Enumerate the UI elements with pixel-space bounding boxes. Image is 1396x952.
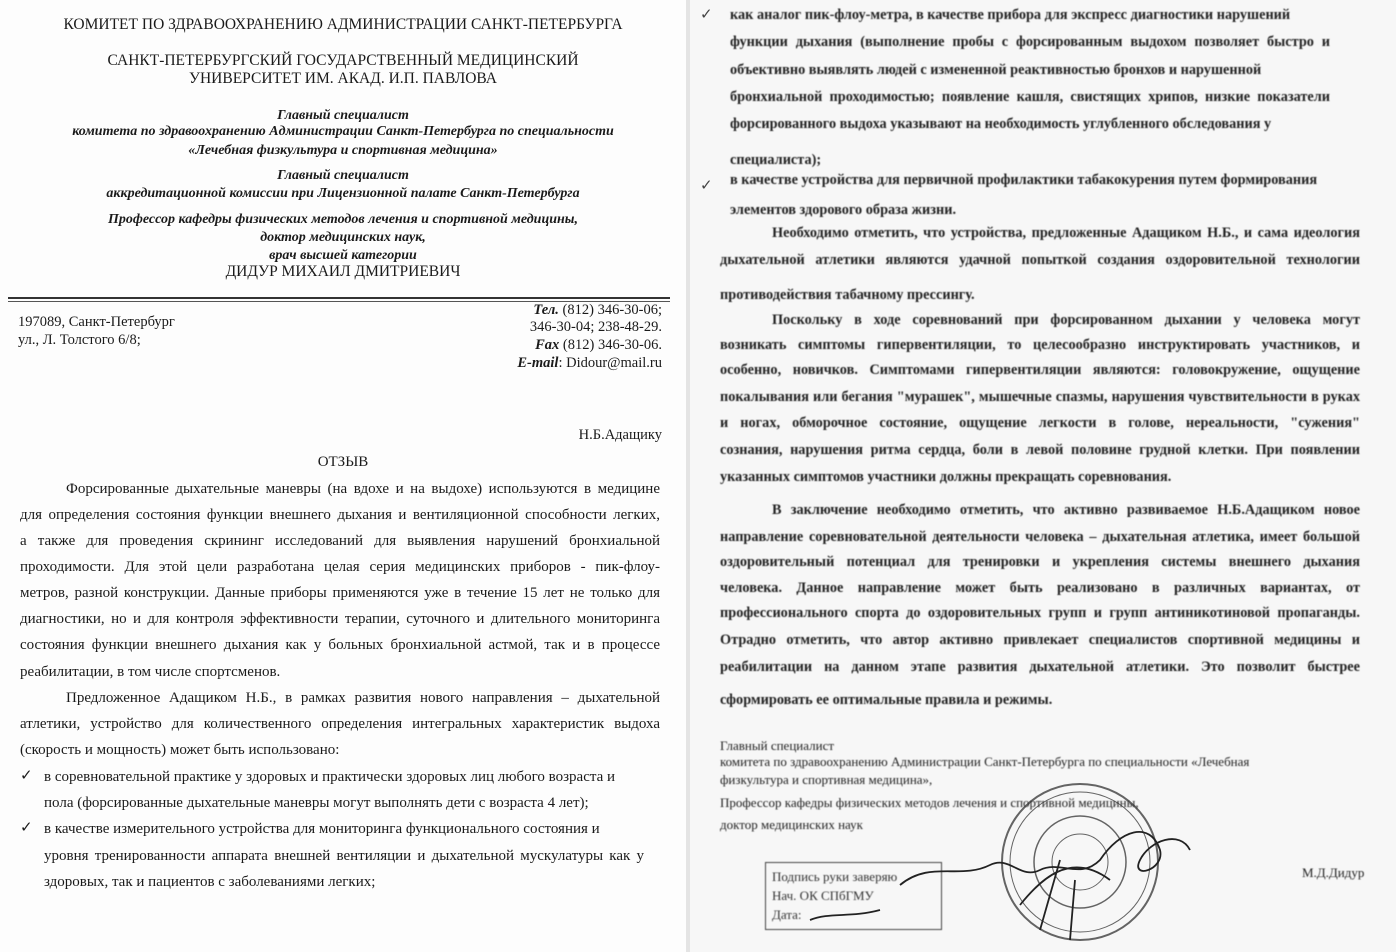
body-line: человека. Данное направление может быть реализовано в различных вариантах, от: [720, 580, 1360, 596]
phone-value: (812) 346-30-06;: [558, 302, 662, 318]
checkmark-icon: ✓: [20, 768, 33, 784]
body-line: в качестве устройства для первичной профилактики табакокурения путем формирования: [730, 172, 1318, 188]
fax: [535, 336, 662, 354]
body-line: Отрадно отметить, что автор активно привлекает специалистов спортивной медицины и: [720, 632, 1360, 648]
author-title: комитета по здравоохранению Администрации Санкт-Петербурга по специальности: [72, 124, 614, 139]
body-line: покалывания или бегания "мурашек", мышечные спазмы, нарушения чувствительности в руках: [720, 389, 1360, 405]
addressee: Н.Б.Адащику: [578, 427, 662, 443]
stamp-line: Подпись руки заверяю: [772, 869, 898, 884]
author-title: аккредитационной комиссии при Лицензионной палате Санкт-Петербурга: [106, 186, 580, 201]
body-line: Предложенное Адащиком Н.Б., в рамках развития нового направления – дыхательной: [66, 690, 660, 706]
author-title: Главный специалист: [277, 108, 409, 123]
author-title: Главный специалист: [277, 168, 409, 183]
author-title: «Лечебная физкультура и спортивная медицина»: [188, 143, 498, 158]
body-line: атлетики, устройство для количественного определения интегральных характеристик выдоха: [20, 716, 660, 732]
body-line: состояния функции внешнего дыхания как у больных бронхиальной астмой, так и в процессе: [20, 637, 660, 653]
checkmark-icon: ✓: [20, 820, 33, 836]
body-line: возникать симптомы гипервентиляции, то целесообразно инструктировать участников, и: [720, 337, 1360, 353]
phone: [533, 301, 662, 319]
body-line: оздоровительный потенциал для тренировки и укрепления системы внешнего дыхания: [720, 554, 1360, 570]
author-title: врач высшей категории: [269, 248, 417, 263]
committee-heading: КОМИТЕТ ПО ЗДРАВООХРАНЕНИЮ АДМИНИСТРАЦИИ САНКТ-ПЕТЕРБУРГА: [63, 16, 623, 33]
body-line: объективно выявлять людей с измененной реактивностью бронхов и нарушенной: [730, 62, 1262, 78]
checkmark-icon: ✓: [700, 178, 713, 194]
body-line: сознания, нарушения ритма сердца, боли в левой половине грудной клетки. При появлении: [720, 442, 1360, 458]
certification-stamp: [765, 862, 942, 930]
body-line: (скорость и мощность) может быть использовано:: [20, 742, 340, 758]
fax-value: (812) 346-30-06.: [559, 337, 662, 353]
letter-page-1: [0, 0, 686, 952]
body-line: а также для проведения скрининг исследований для выявления нарушений бронхиальной: [20, 533, 660, 549]
body-line: функции дыхания (выполнение пробы с форсированным выдохом позволяет быстро и: [730, 34, 1330, 50]
body-line: для определения состояния функции внешнего дыхания и вентиляционной способности легких,: [20, 507, 660, 523]
email-label: E-mail: [517, 355, 559, 371]
body-line: дыхательной атлетики являются удачной попыткой создания оздоровительной технологии: [720, 252, 1360, 268]
body-line: Форсированные дыхательные маневры (на вдохе и на выдохе) используются в медицине: [66, 481, 660, 497]
body-line: сформировать ее оптимальные правила и режимы.: [720, 692, 1053, 708]
body-line: и ногах, обморочное состояние, ощущение легкости в голове, нереальности, "сужения": [720, 415, 1360, 431]
fax-label: Fax: [535, 337, 560, 353]
author-name: ДИДУР МИХАИЛ ДМИТРИЕВИЧ: [225, 263, 461, 280]
document-title: ОТЗЫВ: [317, 454, 369, 470]
letter-page-2: [690, 0, 1396, 952]
email: [517, 354, 662, 372]
address-line: ул., Л. Толстого 6/8;: [18, 332, 141, 348]
body-line: как аналог пик-флоу-метра, в качестве прибора для экспресс диагностики нарушений: [730, 7, 1291, 23]
body-line: бронхиальной проходимостью; появление кашля, свистящих хрипов, низкие показатели: [730, 89, 1330, 105]
signature-title: доктор медицинских наук: [720, 817, 863, 832]
bullet-line: пола (форсированные дыхательные маневры могут выполнять дети с возраста 4 лет);: [44, 795, 589, 811]
body-line: особенно, новичков. Симптомами гипервентиляции являются: головокружение, ощущение: [720, 362, 1360, 378]
body-line: профессионального спорта до оздоровительных групп и групп антиникотиновой пропаганды.: [720, 605, 1360, 621]
body-line: Необходимо отметить, что устройства, предложенные Адащиком Н.Б., и сама идеология: [772, 225, 1360, 241]
stamp-line: Дата:: [772, 907, 802, 922]
signature-title: физкультура и спортивная медицина»,: [720, 772, 933, 787]
body-line: Поскольку в ходе соревнований при форсированном дыхании у человека могут: [772, 312, 1360, 328]
body-line: форсированного выдоха указывают на необходимость углубленного обследования у: [730, 116, 1272, 132]
body-line: элементов здорового образа жизни.: [730, 202, 957, 218]
body-line: направление соревновательной деятельности человека – дыхательная атлетика, имеет большой: [720, 529, 1360, 545]
body-line: проходимости. Для этой цели разработана целая серия медицинских приборов - пик-флоу-: [20, 559, 660, 575]
bullet-line: здоровых, так и пациентов с заболеваниями легких;: [44, 874, 376, 890]
signer-name: М.Д.Дидур: [1302, 865, 1365, 880]
body-line: В заключение необходимо отметить, что активно развиваемое Н.Б.Адащиком новое: [772, 502, 1360, 518]
checkmark-icon: ✓: [700, 7, 713, 23]
phone-label: Тел.: [533, 302, 559, 318]
body-line: реабилитации на данном этапе развития дыхательной атлетики. Это позволит быстрее: [720, 659, 1360, 675]
bullet-line: в соревновательной практике у здоровых и практически здоровых лиц любого возраста и: [44, 769, 616, 785]
signature-title: комитета по здравоохранению Администрации Санкт-Петербурга по специальности «Лечебная: [720, 754, 1250, 769]
university-heading: САНКТ-ПЕТЕРБУРГСКИЙ ГОСУДАРСТВЕННЫЙ МЕДИЦИНСКИЙ: [107, 52, 579, 69]
bullet-line: уровня тренированности аппарата внешней вентиляции и дыхательной мускулатуры как у: [44, 848, 644, 864]
body-line: противодействия табачному прессингу.: [720, 287, 975, 303]
university-heading-2: УНИВЕРСИТЕТ ИМ. АКАД. И.П. ПАВЛОВА: [189, 70, 497, 87]
body-line: метров, разной конструкции. Данные приборы применяются уже в течение 15 лет не только для: [20, 585, 660, 601]
author-title: Профессор кафедры физических методов лечения и спортивной медицины,: [107, 212, 579, 227]
body-line: указанных симптомов участники должны прекращать соревнования.: [720, 469, 1172, 485]
signature-title: Главный специалист: [720, 738, 835, 753]
signature-title: Профессор кафедры физических методов лечения и спортивной медицины,: [720, 795, 1139, 810]
phone-2: 346-30-04; 238-48-29.: [529, 319, 662, 335]
body-line: реабилитации, в том числе спортсменов.: [20, 664, 281, 680]
author-title: доктор медицинских наук,: [260, 230, 426, 245]
bullet-line: в качестве измерительного устройства для мониторинга функционального состояния и: [44, 821, 600, 837]
body-line: диагностики, но и для контроля эффективности терапии, суточного и длительного мониторинга: [20, 611, 660, 627]
email-value: : Didour@mail.ru: [558, 355, 662, 371]
stamp-line: Нач. ОК СПбГМУ: [772, 888, 874, 903]
body-line: специалиста);: [730, 152, 822, 168]
address-line: 197089, Санкт-Петербург: [18, 314, 175, 330]
